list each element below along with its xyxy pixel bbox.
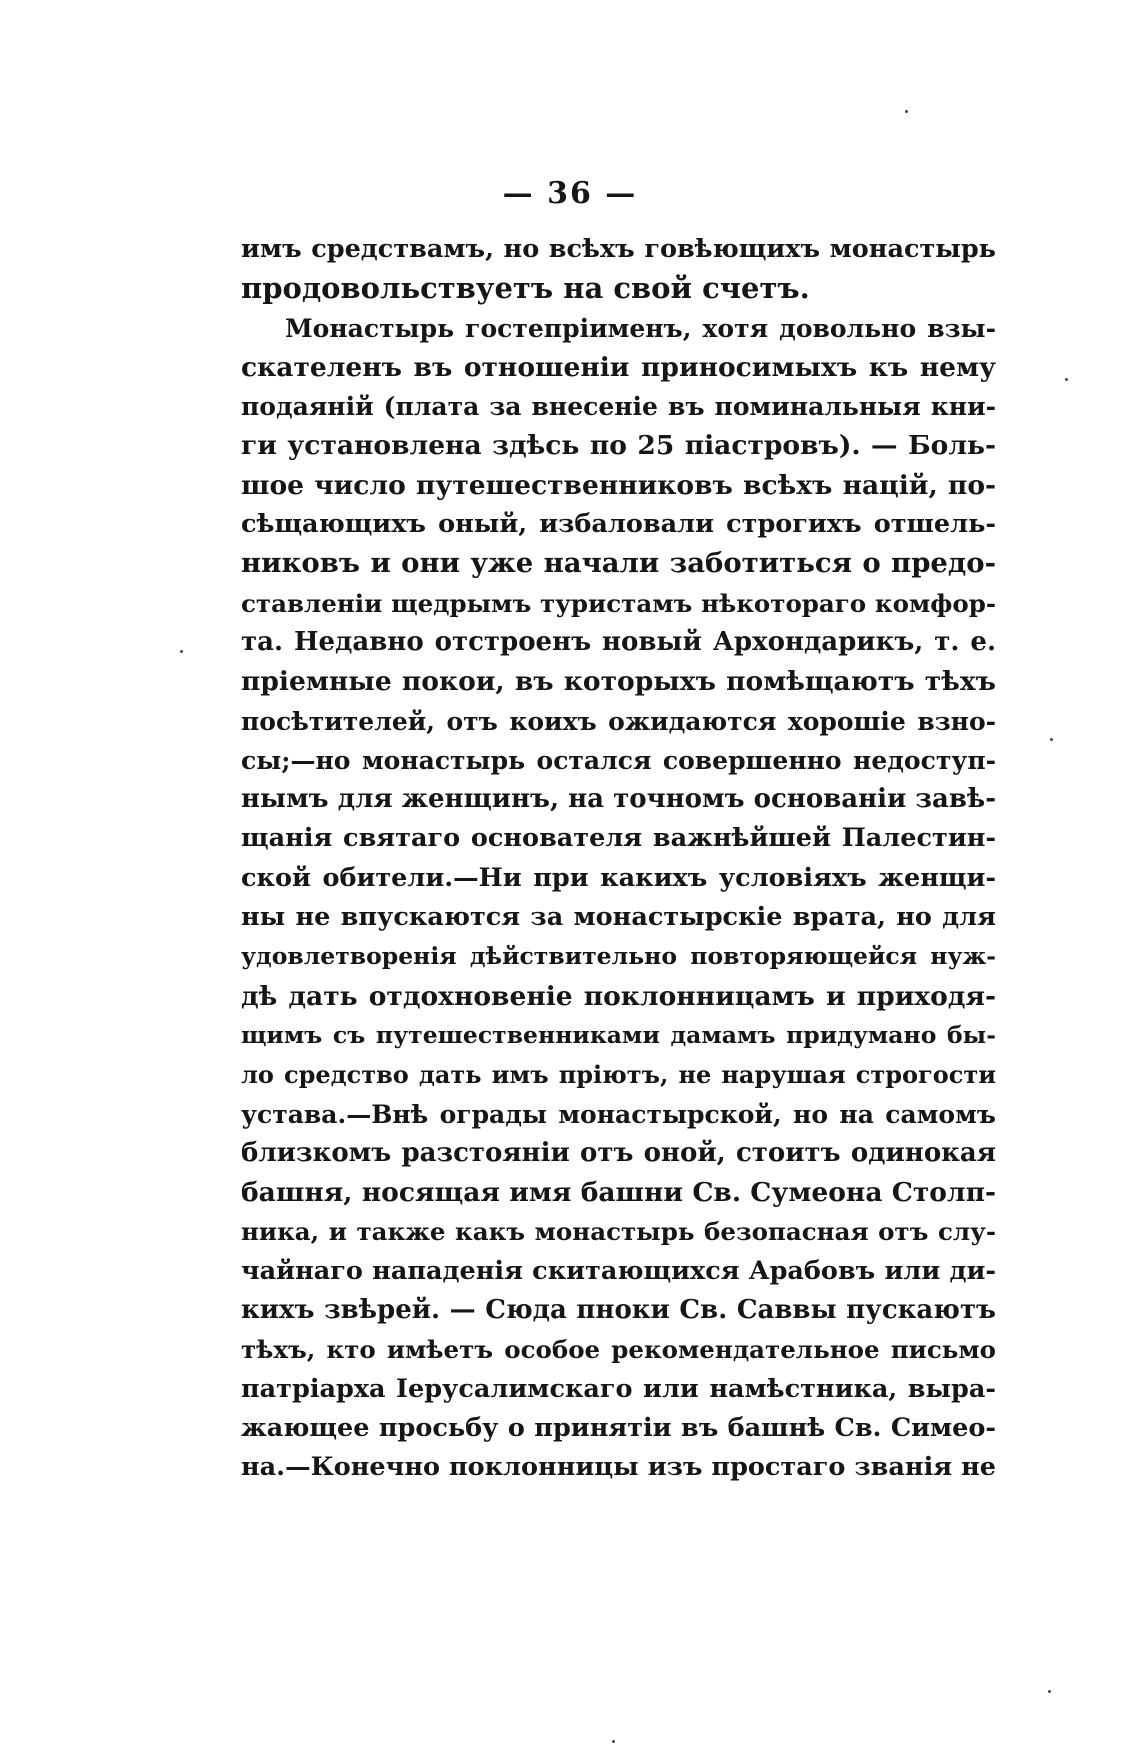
scan-speck [1050,738,1053,741]
body-text [241,230,996,1488]
text-line: сѣщающихъ оный, избаловали строгихъ отшель- [241,509,996,540]
text-line: ской обители.—Ни при какихъ условіяхъ женщи- [241,862,996,893]
text-line: имъ средствамъ, но всѣхъ говѣющихъ монастырь [241,234,996,264]
text-line: чайнаго нападенія скитающихся Арабовъ или ди- [241,1255,996,1286]
text-line: скателенъ въ отношеніи приносимыхъ къ нему [241,351,996,383]
text-line: патріарха Іерусалимскаго или намѣстника, выра- [241,1373,996,1404]
text-line: удовлетворенія дѣйствительно повторяющейся нуж- [241,942,996,971]
text-line: щанія святаго основателя важнѣйшей Палестин- [241,823,996,854]
text-line: ло средство дать имъ пріютъ, не нарушая строгости [241,1060,996,1090]
text-line: жающее просьбу о принятіи въ башнѣ Св. Симео- [241,1412,996,1443]
text-line: пріемные покои, въ которыхъ помѣщаютъ тѣхъ [241,666,996,698]
scan-speck [905,110,908,113]
text-line: щимъ съ путешественниками дамамъ придумано бы- [241,1020,996,1049]
text-line: башня, носящая имя башни Св. Сумеона Столп- [241,1177,996,1209]
text-line: та. Недавно отстроенъ новый Архондарикъ, т. е. [241,626,996,657]
text-line: никовъ и они уже начали заботиться о предо- [241,547,996,580]
text-line: ставленіи щедрымъ туристамъ нѣкотораго комфор- [241,588,996,618]
text-line: тѣхъ, кто имѣетъ особое рекомендательное письмо [241,1335,996,1365]
text-line: близкомъ разстояніи отъ оной, стоитъ одинокая [241,1137,996,1168]
text-line: на.—Конечно поклонницы изъ простаго званія не [241,1452,996,1483]
scan-speck [180,650,183,653]
text-line: кихъ звѣрей. — Сюда пноки Св. Саввы пускаютъ [241,1295,996,1326]
scan-speck [1048,1690,1051,1693]
text-line: ны не впускаются за монастырскіе врата, но для [241,902,996,933]
text-line: ги установлена здѣсь по 25 піастровъ). — Боль- [241,430,996,462]
text-line: сы;—но монастырь остался совершенно недоступ- [241,745,996,775]
page-number: — 36 — [502,176,638,211]
text-line: посѣтителей, отъ коихъ ожидаются хорошіе взно- [241,706,996,736]
text-line: шое число путешественниковъ всѣхъ націй, по- [241,469,996,501]
scan-speck [612,1740,615,1743]
text-line: ника, и также какъ монастырь безопасная отъ слу- [241,1217,996,1247]
text-line: продовольствуетъ на свой счетъ. [241,271,810,306]
text-line: устава.—Внѣ ограды монастырской, но на самомъ [241,1099,996,1129]
text-line: дѣ дать отдохновеніе поклонницамъ и приходя- [241,980,996,1012]
text-line: нымъ для женщинъ, на точномъ основаніи завѣ- [241,784,996,815]
text-line: подаяній (плата за внесеніе въ поминальныя кни- [241,392,996,422]
text-line: Монастырь гостепріименъ, хотя довольно взы- [285,313,996,343]
scan-speck [1065,378,1068,381]
